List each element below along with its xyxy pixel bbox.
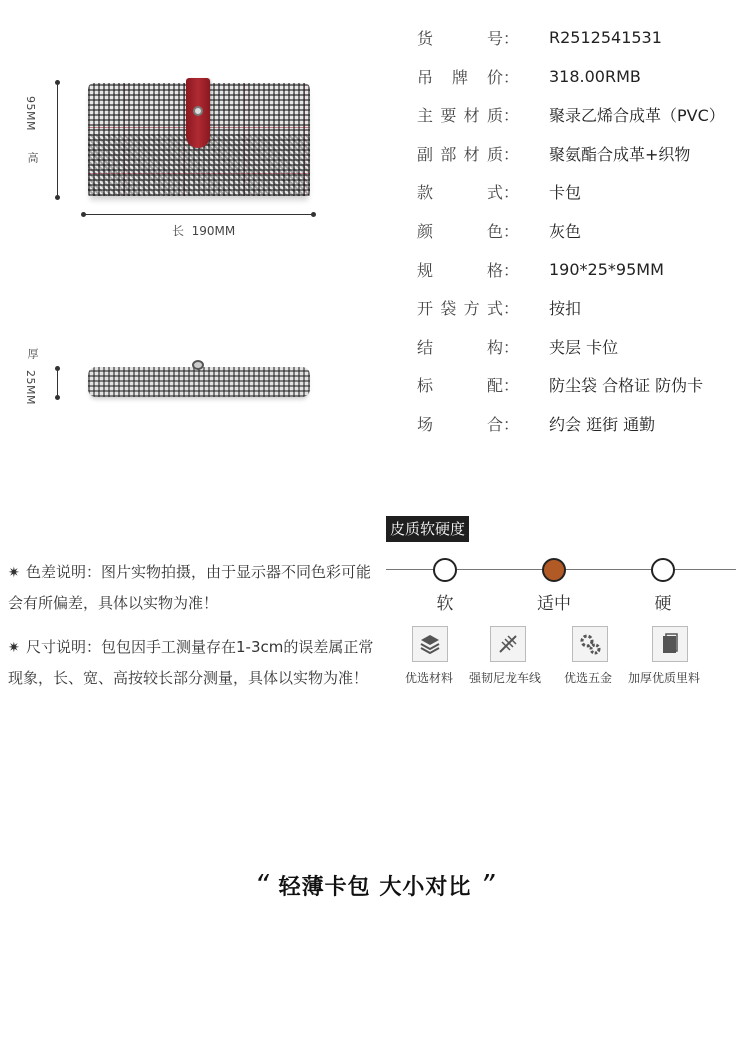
softness-dot-hard <box>651 558 675 582</box>
feature-label-material: 优选材料 <box>405 671 454 685</box>
spec-value: 夹层 卡位 <box>549 337 619 357</box>
thickness-dim-dot-top <box>55 366 60 371</box>
note-star-icon: ✷ <box>8 565 20 581</box>
side-snap-icon <box>192 360 204 370</box>
softness-dot-medium <box>542 558 566 582</box>
height-label: 95MM <box>24 96 37 131</box>
size-note-text: 尺寸说明：包包因手工测量存在1-3cm的误差属正常现象，长、宽、高按较长部分测量，具体以实物为准！ <box>8 638 374 687</box>
spec-value: 灰色 <box>549 221 582 241</box>
spec-label: 颜 色 <box>417 221 503 241</box>
feature-label-lining: 加厚优质里料 <box>628 671 701 685</box>
slogan <box>0 868 750 901</box>
note-star-icon: ✷ <box>8 640 20 656</box>
spec-label: 开 袋 方 式 <box>417 298 503 318</box>
spec-separator: ： <box>503 337 520 357</box>
spec-value: 防尘袋 合格证 防伪卡 <box>549 375 704 395</box>
wallet-strap <box>186 78 210 148</box>
feature-label-hardware: 优选五金 <box>564 671 613 685</box>
spec-label: 吊 牌 价 <box>417 67 503 87</box>
spec-value: 卡包 <box>549 182 582 202</box>
spec-row <box>417 102 725 126</box>
layers-icon <box>412 626 448 662</box>
spec-value: 318.00RMB <box>549 66 641 86</box>
spec-row <box>417 64 641 88</box>
spec-row <box>417 179 581 203</box>
spec-row <box>417 141 690 165</box>
spec-row <box>417 411 655 435</box>
softness-label-soft: 软 <box>436 594 454 614</box>
thread-icon <box>490 626 526 662</box>
gears-icon <box>572 626 608 662</box>
snap-button-icon <box>193 106 203 116</box>
spec-label: 结 构 <box>417 337 503 357</box>
spec-value: 190*25*95MM <box>549 259 664 279</box>
spec-label: 货 号 <box>417 28 503 48</box>
thickness-word: 厚 <box>26 348 39 360</box>
spec-separator: ： <box>503 182 520 202</box>
slogan-close-quote: ” <box>480 868 496 901</box>
spec-separator: ： <box>503 144 520 164</box>
length-dim-dot-right <box>311 212 316 217</box>
length-dim-dot-left <box>81 212 86 217</box>
softness-title: 皮质软硬度 <box>386 516 469 542</box>
spec-value: R2512541531 <box>549 27 662 47</box>
spec-label: 标 配 <box>417 375 503 395</box>
spec-row <box>417 295 581 319</box>
spec-label: 主 要 材 质 <box>417 105 503 125</box>
color-note <box>8 557 378 618</box>
height-dim-line <box>57 82 58 198</box>
spec-row <box>417 25 662 49</box>
slogan-open-quote: “ <box>254 868 270 901</box>
height-dim-dot-bottom <box>55 195 60 200</box>
size-note <box>8 632 378 693</box>
softness-label-medium: 适中 <box>537 594 571 614</box>
spec-separator: ： <box>503 260 520 280</box>
softness-label-hard: 硬 <box>654 594 672 614</box>
spec-separator: ： <box>503 221 520 241</box>
spec-row <box>417 372 703 396</box>
spec-value: 按扣 <box>549 298 582 318</box>
spec-separator: ： <box>503 298 520 318</box>
spec-value: 聚录乙烯合成革（PVC） <box>549 105 725 125</box>
feature-label-thread: 强韧尼龙车线 <box>469 671 542 685</box>
spec-separator: ： <box>503 414 520 434</box>
wallet-side-image <box>88 367 310 397</box>
slogan-text: 轻薄卡包 大小对比 <box>278 875 472 900</box>
lining-icon <box>652 626 688 662</box>
spec-value: 约会 逛街 通勤 <box>549 414 656 434</box>
spec-row <box>417 218 581 242</box>
spec-separator: ： <box>503 375 520 395</box>
spec-label: 场 合 <box>417 414 503 434</box>
spec-separator: ： <box>503 28 520 48</box>
softness-dot-soft <box>433 558 457 582</box>
spec-label: 款 式 <box>417 182 503 202</box>
height-word: 高 <box>26 152 39 164</box>
thickness-label: 25MM <box>24 370 37 405</box>
spec-separator: ： <box>503 105 520 125</box>
spec-row <box>417 257 664 281</box>
color-note-text: 色差说明：图片实物拍摄，由于显示器不同色彩可能会有所偏差，具体以实物为准！ <box>8 563 372 612</box>
thickness-dim-line <box>57 368 58 398</box>
thickness-dim-dot-bottom <box>55 395 60 400</box>
spec-value: 聚氨酯合成革+织物 <box>549 144 691 164</box>
spec-label: 副 部 材 质 <box>417 144 503 164</box>
length-label: 长 190MM <box>172 224 236 238</box>
length-dim-line <box>84 214 314 215</box>
spec-label: 规 格 <box>417 260 503 280</box>
height-dim-dot-top <box>55 80 60 85</box>
spec-separator: ： <box>503 67 520 87</box>
spec-row <box>417 334 618 358</box>
